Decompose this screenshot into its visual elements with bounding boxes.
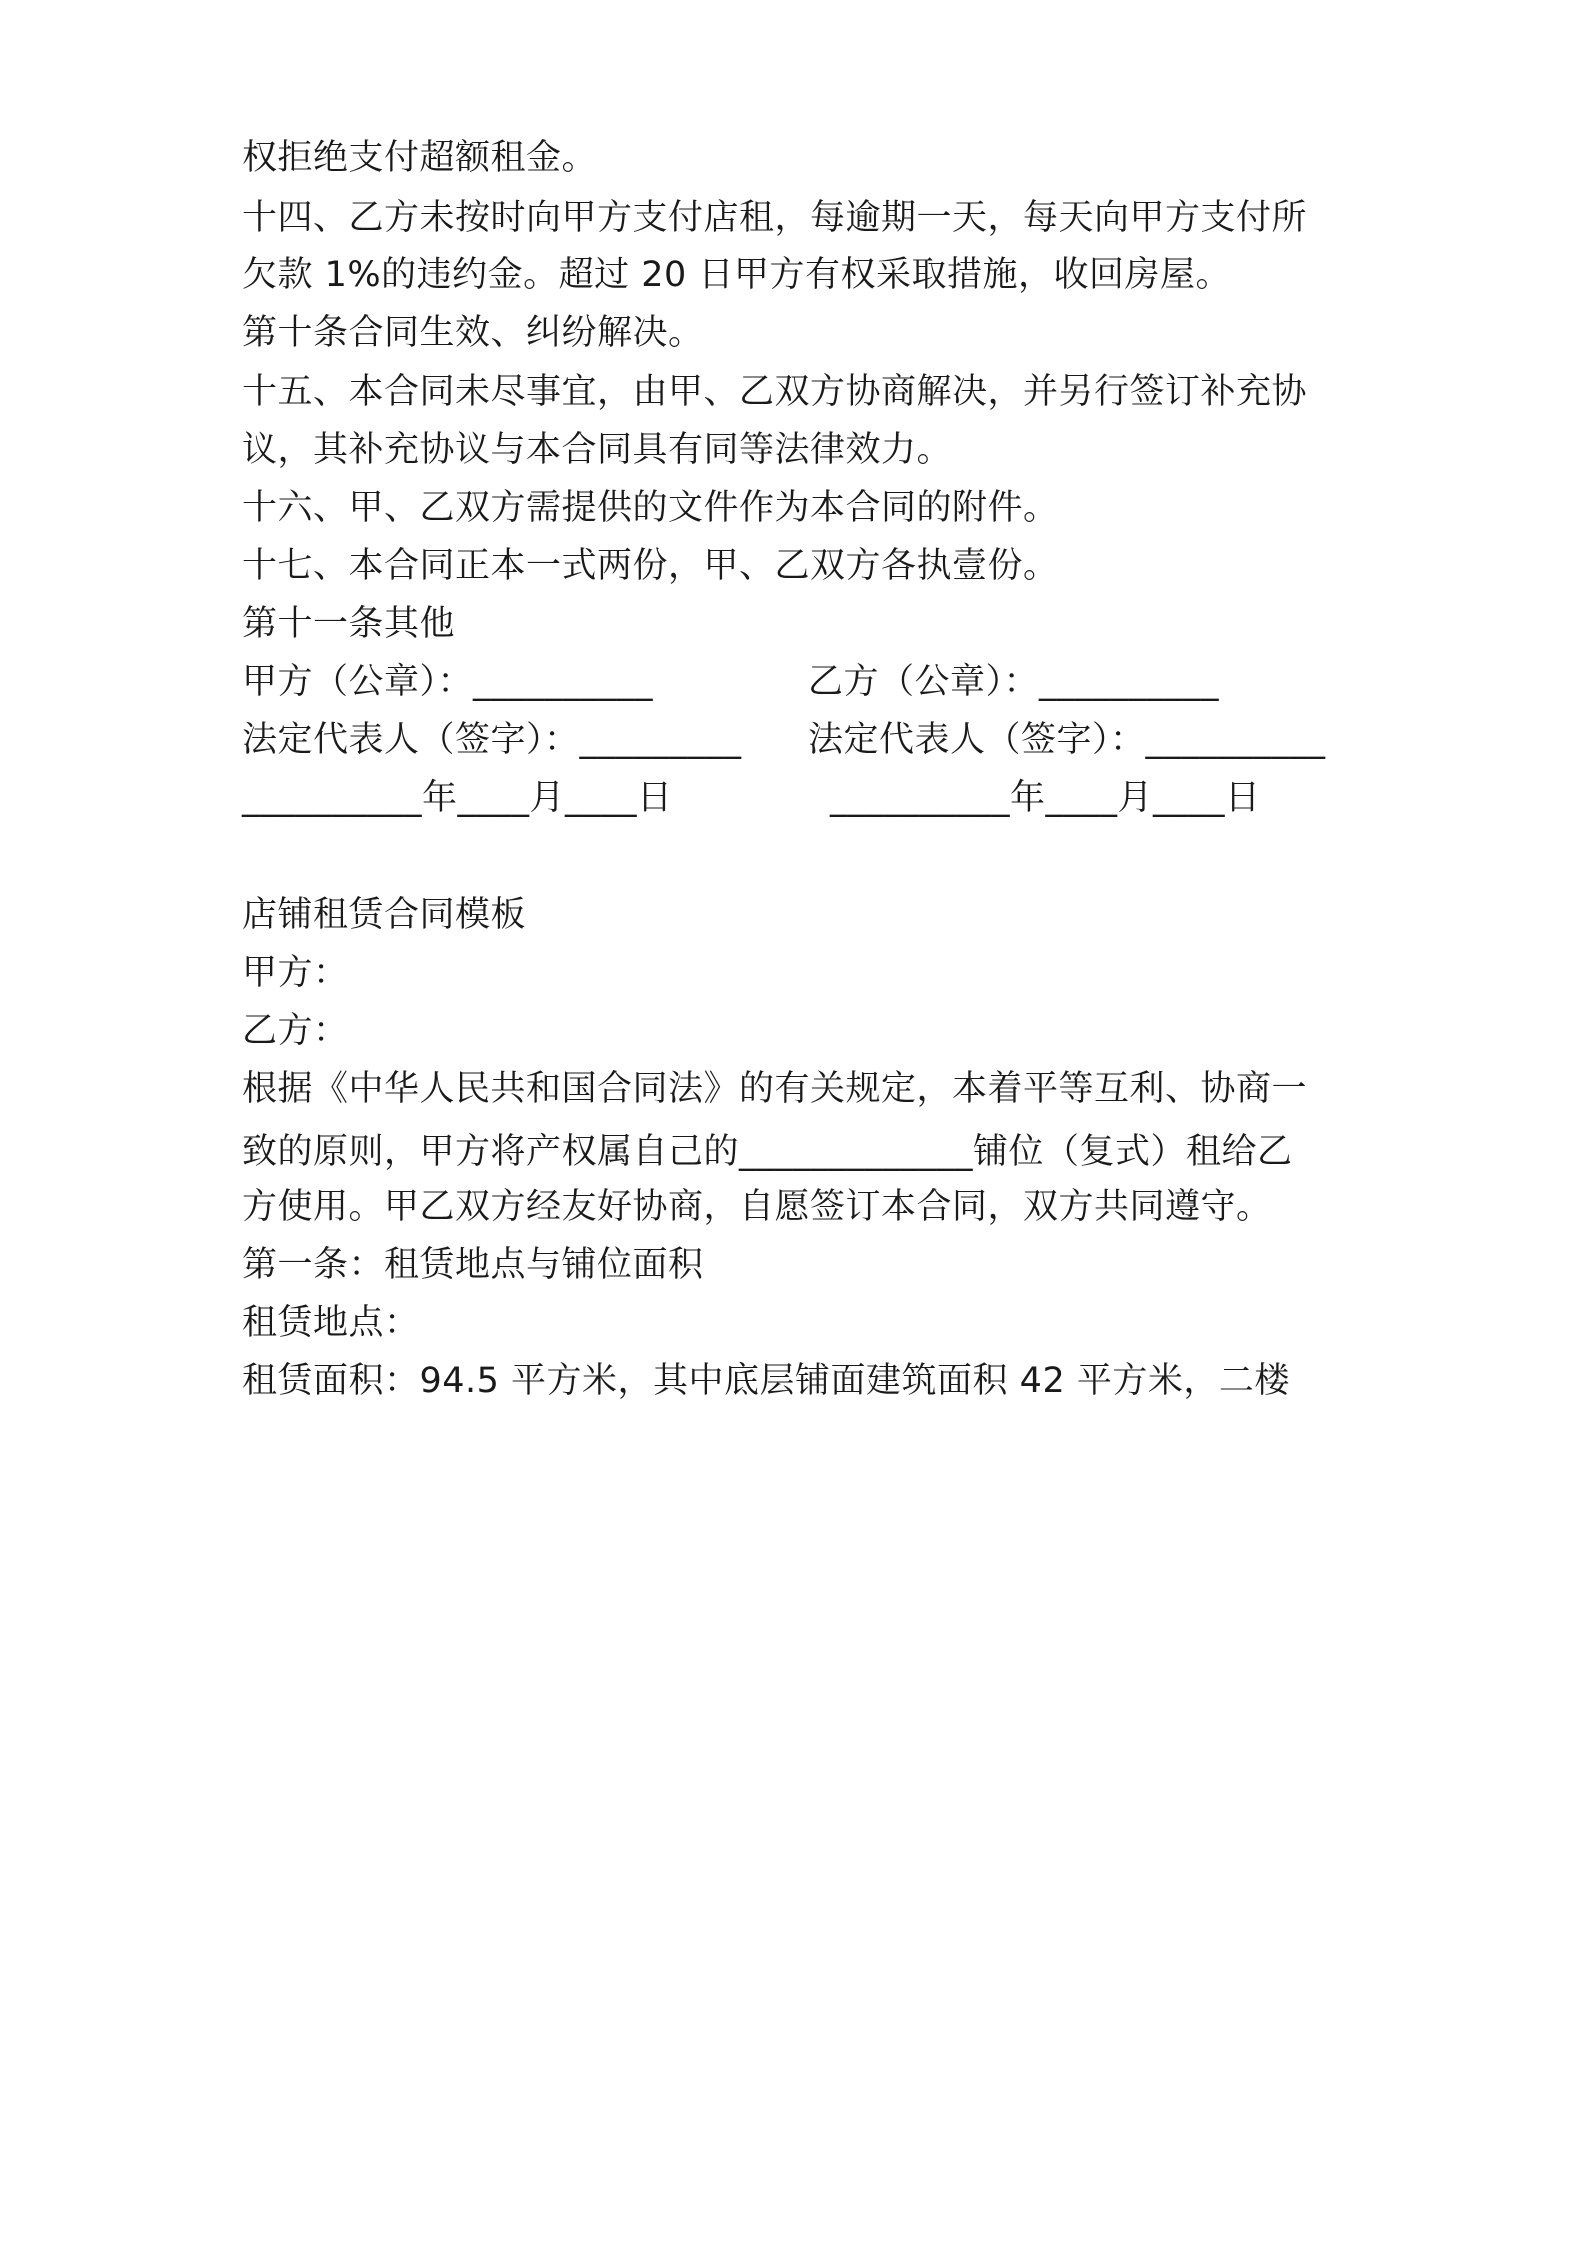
party-a-label: 甲方：	[242, 953, 349, 993]
document-title: 店铺租赁合同模板	[242, 895, 527, 935]
text-line: 十七、本合同正本一式两份，甲、乙双方各执壹份。	[242, 546, 1059, 586]
section-heading: 第十一条其他	[242, 604, 456, 644]
party-a-seal-field[interactable]: 甲方（公章）：__________	[242, 662, 654, 702]
text-line: 议，其补充协议与本合同具有同等法律效力。	[242, 430, 953, 470]
party-a-rep-field[interactable]: 法定代表人（签字）：_________	[242, 720, 742, 760]
section-heading: 第十条合同生效、纠纷解决。	[242, 313, 704, 353]
preamble-line: 根据《中华人民共和国合同法》的有关规定，本着平等互利、协商一	[242, 1069, 1308, 1109]
area-line: 租赁面积：94.5 平方米，其中底层铺面建筑面积 42 平方米，二楼	[242, 1361, 1290, 1401]
party-b-seal-field[interactable]: 乙方（公章）：__________	[808, 662, 1220, 702]
party-b-date-field[interactable]: __________年____月____日	[830, 778, 1261, 818]
party-b-label: 乙方：	[242, 1011, 349, 1051]
text-line: 十四、乙方未按时向甲方支付店租，每逾期一天，每天向甲方支付所	[242, 198, 1308, 238]
preamble-line: 方使用。甲乙双方经友好协商，自愿签订本合同，双方共同遵守。	[242, 1187, 1272, 1227]
text-line: 欠款 1%的违约金。超过 20 日甲方有权采取措施，收回房屋。	[242, 255, 1231, 295]
location-label: 租赁地点：	[242, 1303, 420, 1343]
preamble-line: 致的原则，甲方将产权属自己的_____________铺位（复式）租给乙	[242, 1132, 1293, 1172]
text-line: 权拒绝支付超额租金。	[242, 138, 598, 178]
text-line: 十六、甲、乙双方需提供的文件作为本合同的附件。	[242, 488, 1059, 528]
party-b-rep-field[interactable]: 法定代表人（签字）：__________	[808, 720, 1326, 760]
text-line: 十五、本合同未尽事宜，由甲、乙双方协商解决，并另行签订补充协	[242, 372, 1308, 412]
article-heading: 第一条：租赁地点与铺位面积	[242, 1245, 704, 1285]
party-a-date-field[interactable]: __________年____月____日	[242, 778, 673, 818]
